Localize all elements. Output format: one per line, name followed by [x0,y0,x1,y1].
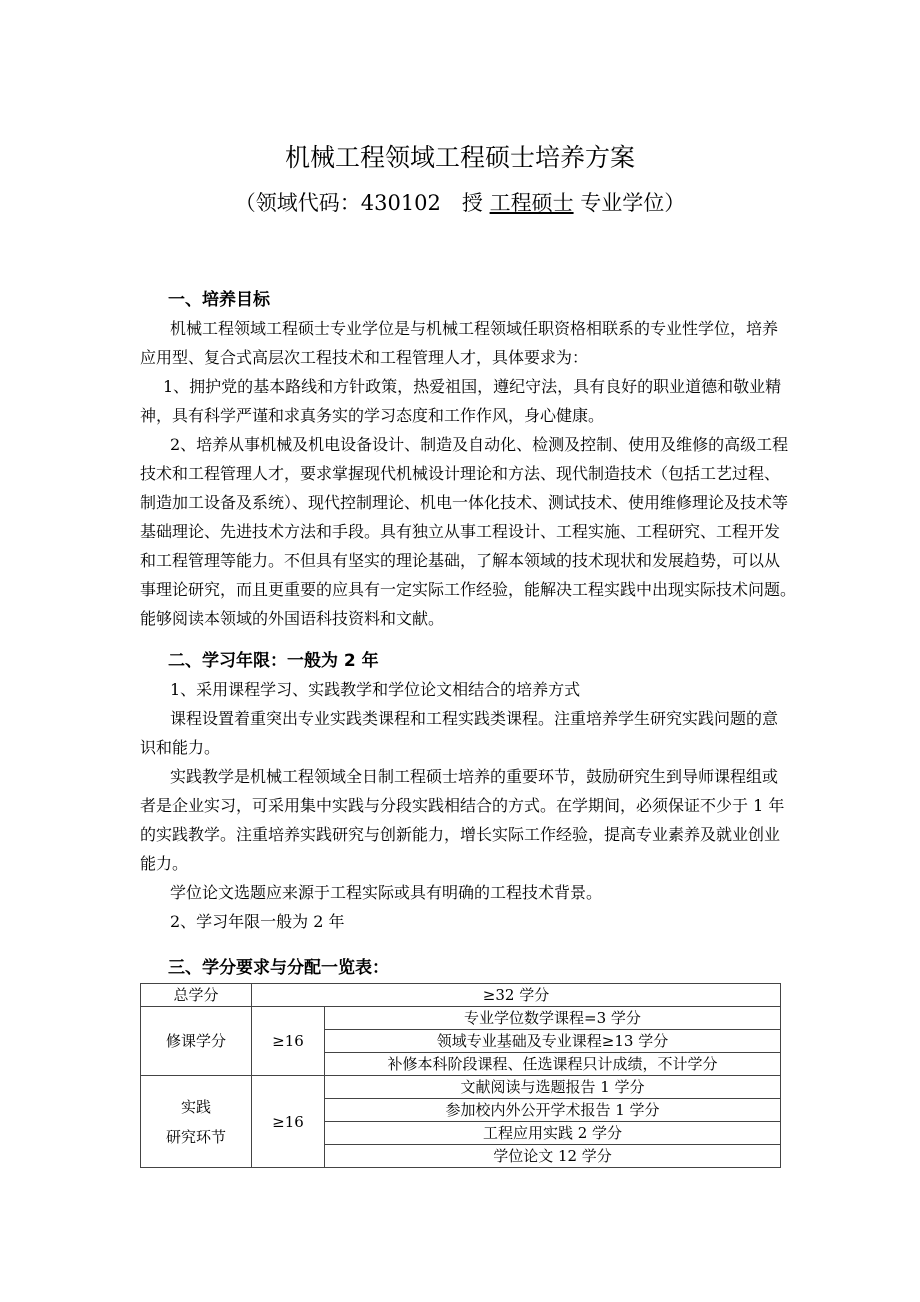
document-title: 机械工程领域工程硕士培养方案 [284,143,635,172]
text-line: 识和能力。 [140,738,221,757]
text-line: 制造加工设备及系统）、现代控制理论、机电一体化技术、测试技术、使用维修理论及技术等 [140,493,789,512]
section-1 [140,286,797,633]
subtitle-suffix: 专业学位） [573,191,686,215]
group-label-line: 实践 [180,1097,211,1116]
text-line: 机械工程领域工程硕士专业学位是与机械工程领域任职资格相联系的专业性学位，培养 [170,319,779,338]
credit-item: 文献阅读与选题报告 1 学分 [325,1076,781,1099]
paragraph [140,314,785,372]
credit-item: 学位论文 12 学分 [325,1145,781,1168]
group-label [141,1076,252,1168]
group-label-line: 修课学分 [165,1032,226,1050]
section-2 [140,647,785,936]
degree-name: 工程硕士 [489,191,574,215]
paragraph [140,907,785,936]
total-credits-value: ≥32 学分 [252,984,781,1007]
table-row [141,1076,781,1099]
text-line: 学位论文选题应来源于工程实际或具有明确的工程技术背景。 [170,883,603,902]
text-line: 技术和工程管理人才，要求掌握现代机械设计理论和方法、现代制造技术（包括工艺过程、 [140,464,781,483]
section-heading: 一、培养目标 [168,290,270,310]
section-3 [140,954,785,1168]
text-line: 和工程管理等能力。不但具有坚实的理论基础，了解本领域的技术现状和发展趋势，可以从 [140,551,781,570]
paragraph [140,878,785,907]
document-subtitle [0,187,920,217]
paragraph [140,430,797,633]
section-heading: 三、学分要求与分配一览表： [168,958,389,978]
text-line: 应用型、复合式高层次工程技术和工程管理人才，具体要求为： [140,348,589,367]
text-line: 1、采用课程学习、实践教学和学位论文相结合的培养方式 [170,680,581,699]
paragraph [140,675,785,704]
credit-item: 领域专业基础及专业课程≥13 学分 [325,1030,781,1053]
section-heading: 二、学习年限：一般为 2 年 [168,651,379,671]
table-row [141,984,781,1007]
credit-item: 专业学位数学课程=3 学分 [325,1007,781,1030]
total-credits-label: 总学分 [141,984,252,1007]
group-label [141,1007,252,1076]
group-min-credits: ≥16 [252,1076,325,1168]
text-line: 神，具有科学严谨和求真务实的学习态度和工作作风，身心健康。 [140,406,605,425]
text-line: 能够阅读本领域的外国语科技资料和文献。 [140,609,445,628]
text-line: 1、拥护党的基本路线和方针政策，热爱祖国，遵纪守法，具有良好的职业道德和敬业精 [163,377,782,396]
document-body [140,286,797,1168]
paragraph [140,372,785,430]
credit-item: 补修本科阶段课程、任选课程只计成绩，不计学分 [325,1053,781,1076]
credit-item: 参加校内外公开学术报告 1 学分 [325,1099,781,1122]
subtitle-prefix: （领域代码：430102 授 [234,191,490,215]
paragraph [140,762,785,878]
text-line: 的实践教学。注重培养实践研究与创新能力，增长实际工作经验，提高专业素养及就业创业 [140,825,781,844]
credit-table [140,983,781,1168]
text-line: 基础理论、先进技术方法和手段。具有独立从事工程设计、工程实施、工程研究、工程开发 [140,522,781,541]
text-line: 课程设置着重突出专业实践类课程和工程实践类课程。注重培养学生研究实践问题的意 [170,709,779,728]
text-line: 实践教学是机械工程领域全日制工程硕士培养的重要环节，鼓励研究生到导师课程组或 [170,767,779,786]
group-min-credits: ≥16 [252,1007,325,1076]
credit-item: 工程应用实践 2 学分 [325,1122,781,1145]
text-line: 能力。 [140,854,189,873]
text-line: 2、学习年限一般为 2 年 [170,912,345,931]
text-line: 事理论研究，而且更重要的应具有一定实际工作经验，能解决工程实践中出现实际技术问题。 [140,580,797,599]
group-label-line: 研究环节 [165,1127,226,1146]
text-line: 者是企业实习，可采用集中实践与分段实践相结合的方式。在学期间，必须保证不少于 1 年 [140,796,785,815]
paragraph [140,704,785,762]
text-line: 2、培养从事机械及机电设备设计、制造及自动化、检测及控制、使用及维修的高级工程 [170,435,789,454]
table-row [141,1007,781,1030]
